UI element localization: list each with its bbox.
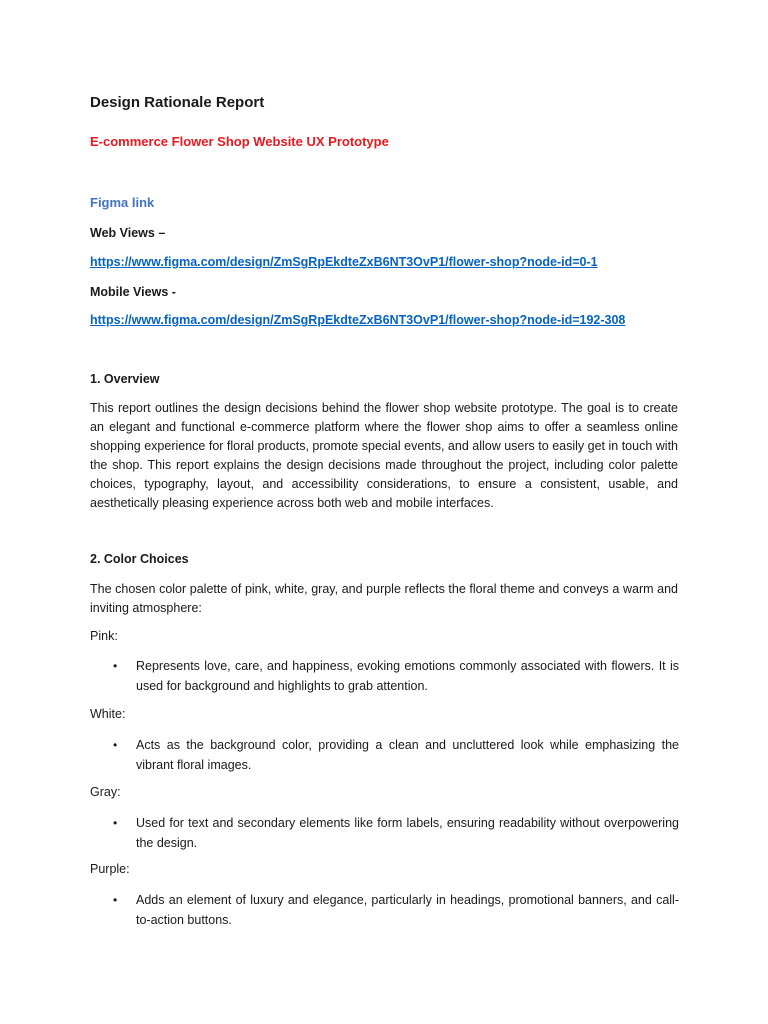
- figma-link-heading: Figma link: [90, 195, 155, 210]
- document-title: Design Rationale Report: [90, 94, 265, 111]
- mobile-views-link[interactable]: https://www.figma.com/design/ZmSgRpEkdteZxB6NT3OvP1/flower-shop?node-id=192-308: [90, 313, 626, 327]
- bullet-text-pink: Represents love, care, and happiness, evoking emotions commonly associated with flowers. It is used for background and highlights to grab attention.: [136, 659, 679, 693]
- bullet-text-purple: Adds an element of luxury and elegance, particularly in headings, promotional banners, and call-to-action buttons.: [136, 893, 679, 927]
- overview-heading: 1. Overview: [90, 372, 160, 386]
- overview-paragraph: This report outlines the design decisions behind the flower shop website prototype. The goal is to create an elegant and functional e-commerce platform where the flower shop aims to offer a seamless online shopping experience for floral products, promote special events, and allow users to easily get in touch with the shop. This report explains the design decisions made throughout the project, including color palette choices, typography, layout, and accessibility considerations, to ensure a consistent, usable, and aesthetically pleasing experience across both web and mobile interfaces.: [90, 401, 678, 510]
- color-label-white: White:: [90, 707, 126, 721]
- list-item: [113, 891, 679, 930]
- bullet-icon: •: [113, 893, 118, 907]
- bullet-text-white: Acts as the background color, providing a clean and uncluttered look while emphasizing the vibrant floral images.: [136, 738, 679, 772]
- color-label-pink: Pink:: [90, 629, 118, 643]
- color-choices-heading: 2. Color Choices: [90, 552, 189, 566]
- web-views-label: Web Views –: [90, 226, 166, 240]
- color-label-purple: Purple:: [90, 862, 130, 876]
- bullet-icon: •: [113, 738, 118, 752]
- list-item: [113, 657, 679, 696]
- list-item: [113, 736, 679, 775]
- document-subtitle: E-commerce Flower Shop Website UX Prototype: [90, 134, 389, 149]
- color-label-gray: Gray:: [90, 785, 121, 799]
- bullet-icon: •: [113, 816, 118, 830]
- list-item: [113, 814, 679, 853]
- color-choices-intro: The chosen color palette of pink, white, gray, and purple reflects the floral theme and conveys a warm and inviting atmosphere:: [90, 582, 678, 615]
- mobile-views-label: Mobile Views -: [90, 285, 176, 299]
- web-views-link[interactable]: https://www.figma.com/design/ZmSgRpEkdteZxB6NT3OvP1/flower-shop?node-id=0-1: [90, 255, 598, 269]
- bullet-text-gray: Used for text and secondary elements like form labels, ensuring readability without overpowering the design.: [136, 816, 679, 850]
- bullet-icon: •: [113, 659, 118, 673]
